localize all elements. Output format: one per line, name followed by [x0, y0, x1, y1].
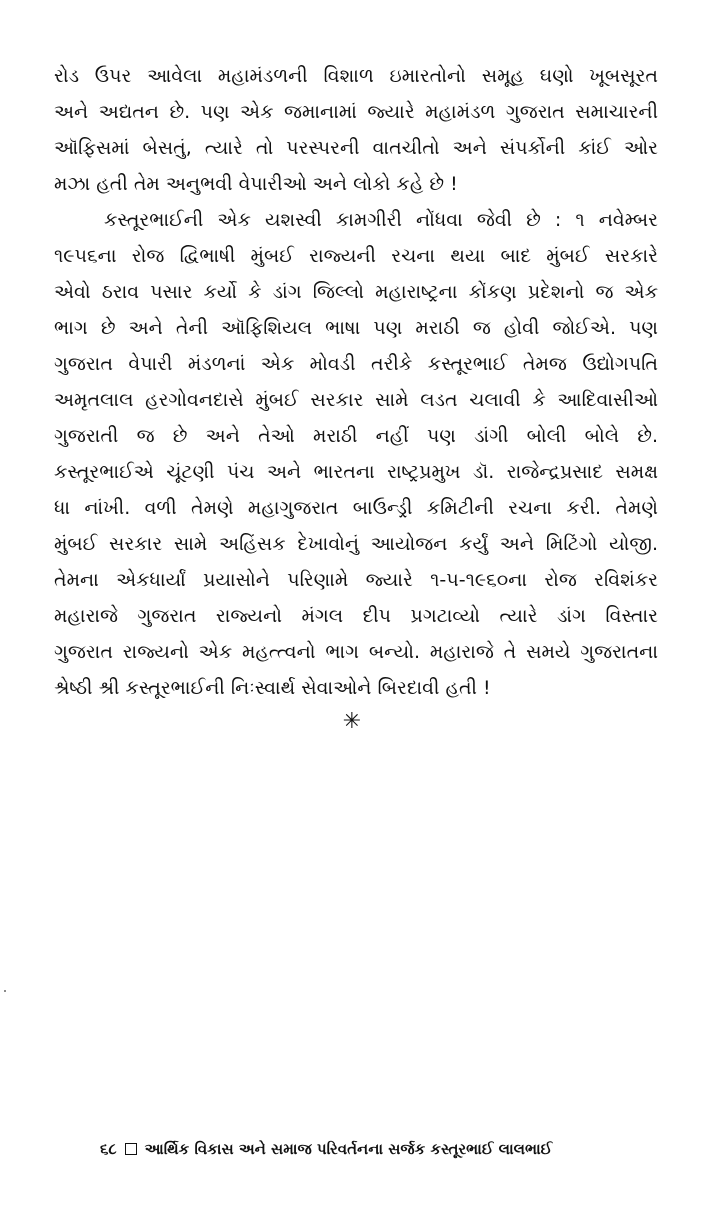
paragraph-2 [54, 202, 658, 706]
text-line: તેમના એકધાર્યાં પ્રયાસોને પરિણામે જ્યારે ૧-૫-૧૯૬૦ના રોજ રવિશંકર [54, 569, 658, 591]
text-line: કસ્તૂરભાઈએ ચૂંટણી પંચ અને ભારતના રાષ્ટ્રપ્રમુખ ડૉ. રાજેન્દ્રપ્રસાદ સમક્ષ [54, 461, 658, 483]
text-line: ધા નાંખી. વળી તેમણે મહાગુજરાત બાઉન્ડ્રી કમિટીની રચના કરી. તેમણે [54, 497, 658, 519]
text-line: મઝા હતી તેમ અનુભવી વેપારીઓ અને લોકો કહે છે ! [54, 173, 458, 195]
text-line: ગુજરાતી જ છે અને તેઓ મરાઠી નહીં પણ ડાંગી બોલી બોલે છે. [54, 425, 658, 447]
text-line: રોડ ઉપર આવેલા મહામંડળની વિશાળ ઇમારતોનો સમૂહ ઘણો ખૂબસૂરત [54, 65, 658, 87]
text-line: કસ્તૂરભાઈની એક યશસ્વી કામગીરી નોંધવા જેવી છે : ૧ નવેમ્બર [104, 209, 658, 231]
page-number: ૬૮ [100, 1140, 117, 1158]
paragraph-1 [54, 58, 658, 202]
square-bullet-icon [125, 1143, 137, 1155]
text-line: ૧૯૫૬ના રોજ દ્વિભાષી મુંબઈ રાજ્યની રચના થયા બાદ મુંબઈ સરકારે [54, 245, 658, 267]
body-text [54, 58, 658, 706]
text-line: એવો ઠરાવ પસાર કર્યો કે ડાંગ જિલ્લો મહારાષ્ટ્રના કોંકણ પ્રદેશનો જ એક [54, 281, 658, 303]
section-divider-asterisk: ✳ [342, 709, 362, 734]
page-footer [100, 1140, 620, 1158]
text-line: ઑફિસમાં બેસતું, ત્યારે તો પરસ્પરની વાતચીતો અને સંપર્કોની કાંઈ ઓર [54, 137, 658, 159]
text-line: મહારાજે ગુજરાત રાજ્યનો મંગલ દીપ પ્રગટાવ્યો ત્યારે ડાંગ વિસ્તાર [54, 605, 658, 627]
text-line: ભાગ છે અને તેની ઑફિશિયલ ભાષા પણ મરાઠી જ હોવી જોઈએ. પણ [54, 317, 658, 339]
text-line: અમૃતલાલ હરગોવનદાસે મુંબઈ સરકાર સામે લડત ચલાવી કે આદિવાસીઓ [54, 389, 658, 411]
scan-speck [4, 990, 6, 992]
text-line: ગુજરાત વેપારી મંડળનાં એક મોવડી તરીકે કસ્તૂરભાઈ તેમજ ઉદ્યોગપતિ [54, 353, 658, 375]
text-line: ગુજરાત રાજ્યનો એક મહત્ત્વનો ભાગ બન્યો. મહારાજે તે સમયે ગુજરાતના [54, 641, 658, 663]
text-line: મુંબઈ સરકાર સામે અહિંસક દેખાવોનું આયોજન કર્યું અને મિટિંગો યોજી. [54, 533, 658, 555]
text-line: શ્રેષ્ઠી શ્રી કસ્તૂરભાઈની નિઃસ્વાર્થ સેવાઓને બિરદાવી હતી ! [54, 677, 491, 699]
text-line: અને અદ્યતન છે. પણ એક જમાનામાં જ્યારે મહામંડળ ગુજરાત સમાચારની [54, 101, 658, 123]
book-title: આર્થિક વિકાસ અને સમાજ પરિવર્તનના સર્જક કસ્તૂરભાઈ લાલભાઈ [144, 1140, 553, 1158]
